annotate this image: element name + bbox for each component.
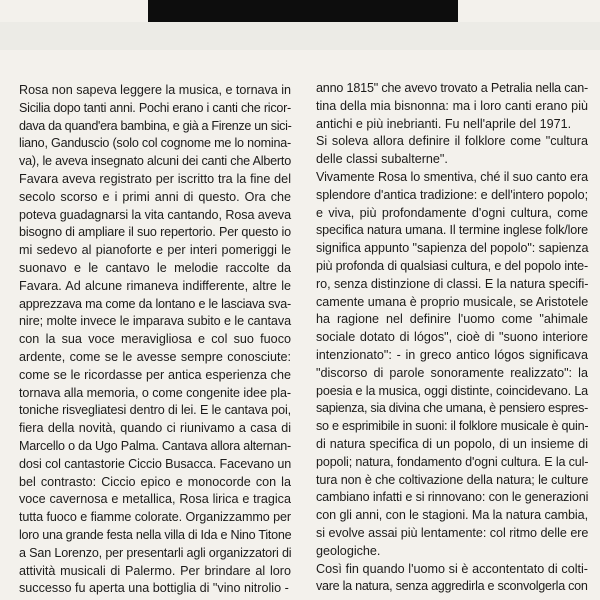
- text-line: ha ragione nel definire l'uomo come "ahimale: [316, 312, 588, 327]
- text-line: popoli; natura, fondamento d'ogni cultura. E la cul-: [316, 454, 589, 469]
- text-line: sociale dotato di lógos", cioè di "suono interiore: [316, 330, 588, 345]
- text-line: intenzionato": - in greco antico lógos significava: [316, 347, 588, 362]
- text-line: geologiche.: [316, 543, 381, 558]
- text-line: Rosa non sapeva leggere la musica, e tornava in: [19, 83, 292, 97]
- text-line: loro una grande festa nella villa di Ida e Nino Titone: [19, 527, 292, 542]
- text-line: voce cavernosa e metallica, Rosa lirica e tragica: [19, 492, 291, 507]
- text-line: ro, senza distinzione di classi. E la natura specifi-: [316, 276, 589, 291]
- text-line: dosi col cantastorie Ciccio Busacca. Facevano un: [19, 456, 292, 471]
- text-line: splendore d'antica tradizione: e dell'intero popolo;: [316, 187, 588, 202]
- text-line: mi sedevo al pianoforte e per interi pomeriggi le: [19, 243, 291, 258]
- text-line: Favara aveva registrato per iscritto tra la fine del: [19, 171, 291, 186]
- text-line: bisogno di ampliare il suo repertorio. Per questo io: [19, 225, 291, 240]
- text-line: dava da quand'era bambina, e già a Firenze un sici-: [19, 118, 292, 133]
- text-line: poesia e la musica, oggi distinte, coincidevano. La: [316, 383, 589, 398]
- text-line: con la sua voce meravigliosa e col suo fuoco: [19, 332, 291, 347]
- text-line: di natura specifica di un popolo, di un insieme di: [316, 436, 588, 451]
- text-line: sapienza, sia divina che umana, è pensiero espres-: [316, 401, 589, 416]
- left-text-column: [19, 82, 291, 598]
- text-line: "discorso di parole sonoramente realizzato": la: [316, 365, 588, 380]
- text-line: anno 1815" che avevo trovato a Petralia nella can-: [316, 81, 588, 95]
- right-text-column: [316, 80, 588, 596]
- text-line: con gli anni, con le stagioni. Ma la natura cambia,: [316, 508, 588, 523]
- text-line: significa appunto "sapienza del popolo": sapienza: [316, 241, 589, 256]
- header-band: [0, 22, 600, 50]
- text-line: secolo scorso e i primi anni di questo. Ora che: [19, 189, 291, 204]
- text-line: ardente, come se le avesse sempre conosciute:: [19, 349, 291, 364]
- text-line: attività musicali di Palermo. Per brindare al loro: [19, 563, 291, 578]
- text-line: Così fin quando l'uomo si è accontentato di colti-: [316, 561, 588, 576]
- text-line: antichi e più inebrianti. Fu nell'aprile del 1971.: [316, 116, 572, 131]
- text-line: toniche risvegliatesi dentro di lei. E le cantava poi,: [19, 403, 291, 418]
- text-line: tina della mia bisnonna: ma i loro canti erano più: [316, 98, 588, 113]
- text-line: specifica natura umana. Il termine inglese folk/lore: [316, 223, 589, 238]
- text-line: so e esprimibile in suoni: il folklore musicale è quin-: [316, 419, 589, 434]
- text-line: Vivamente Rosa lo smentiva, ché il suo canto era: [316, 169, 588, 184]
- text-line: Si soleva allora definire il folklore come "cultura: [316, 134, 588, 149]
- text-line: cambiano infatti e si rinnovano: con le generazioni: [316, 490, 589, 505]
- text-line: nire; molte invece le imparava subito e le cantava: [19, 314, 291, 329]
- black-header-block: [148, 0, 458, 22]
- text-line: a San Lorenzo, per presentarli agli organizzatori di: [19, 545, 292, 560]
- text-line: va), le aveva insegnato alcuni dei canti che Alberto: [19, 154, 291, 169]
- text-line: tutta fuoco e fiamme colorate. Organizzammo per: [19, 510, 291, 525]
- text-line: bel contrasto: Ciccio epico e monocorde con la: [19, 474, 291, 489]
- text-line: Marcello o da Ugo Palma. Cantava allora alternan-: [19, 438, 291, 453]
- text-line: e viva, più profondamente d'ogni cultura, come: [316, 205, 588, 220]
- text-line: successo fu aperta una bottiglia di "vino nitrolio -: [19, 581, 289, 596]
- text-line: Sicilia dopo tanti anni. Pochi erano i canti che ricor-: [19, 100, 291, 115]
- text-line: come se le ricordasse per antica esperienza che: [19, 367, 291, 382]
- text-line: camente umana è proprio musicale, se Aristotele: [316, 294, 589, 309]
- text-line: suonavo e le cantavo le melodie raccolte da: [19, 260, 291, 275]
- text-line: tornava alla memoria, o come congenite idee pla-: [19, 385, 291, 400]
- text-line: più profonda di qualsiasi cultura, e del popolo inte-: [316, 258, 588, 273]
- text-line: fiera della novità, quando ci riunivamo a casa di: [19, 421, 291, 436]
- text-line: Favara. Ad alcune rimaneva indifferente, altre le: [19, 278, 291, 293]
- text-line: poteva guadagnarsi la vita cantando, Rosa aveva: [19, 207, 291, 222]
- text-line: delle classi subalterne".: [316, 152, 448, 167]
- text-line: tura non è che coltivazione della natura; le culture: [316, 472, 589, 487]
- text-line: si evolve assai più lentamente: col ritmo delle ere: [316, 525, 589, 540]
- text-line: vare la natura, senza aggredirla e sconvolgerla con: [316, 579, 588, 594]
- text-line: apprezzava ma come da lontano e le lasciava sva-: [19, 296, 291, 311]
- text-line: liano, Ganduscio (solo col cognome me lo nomina-: [19, 136, 291, 151]
